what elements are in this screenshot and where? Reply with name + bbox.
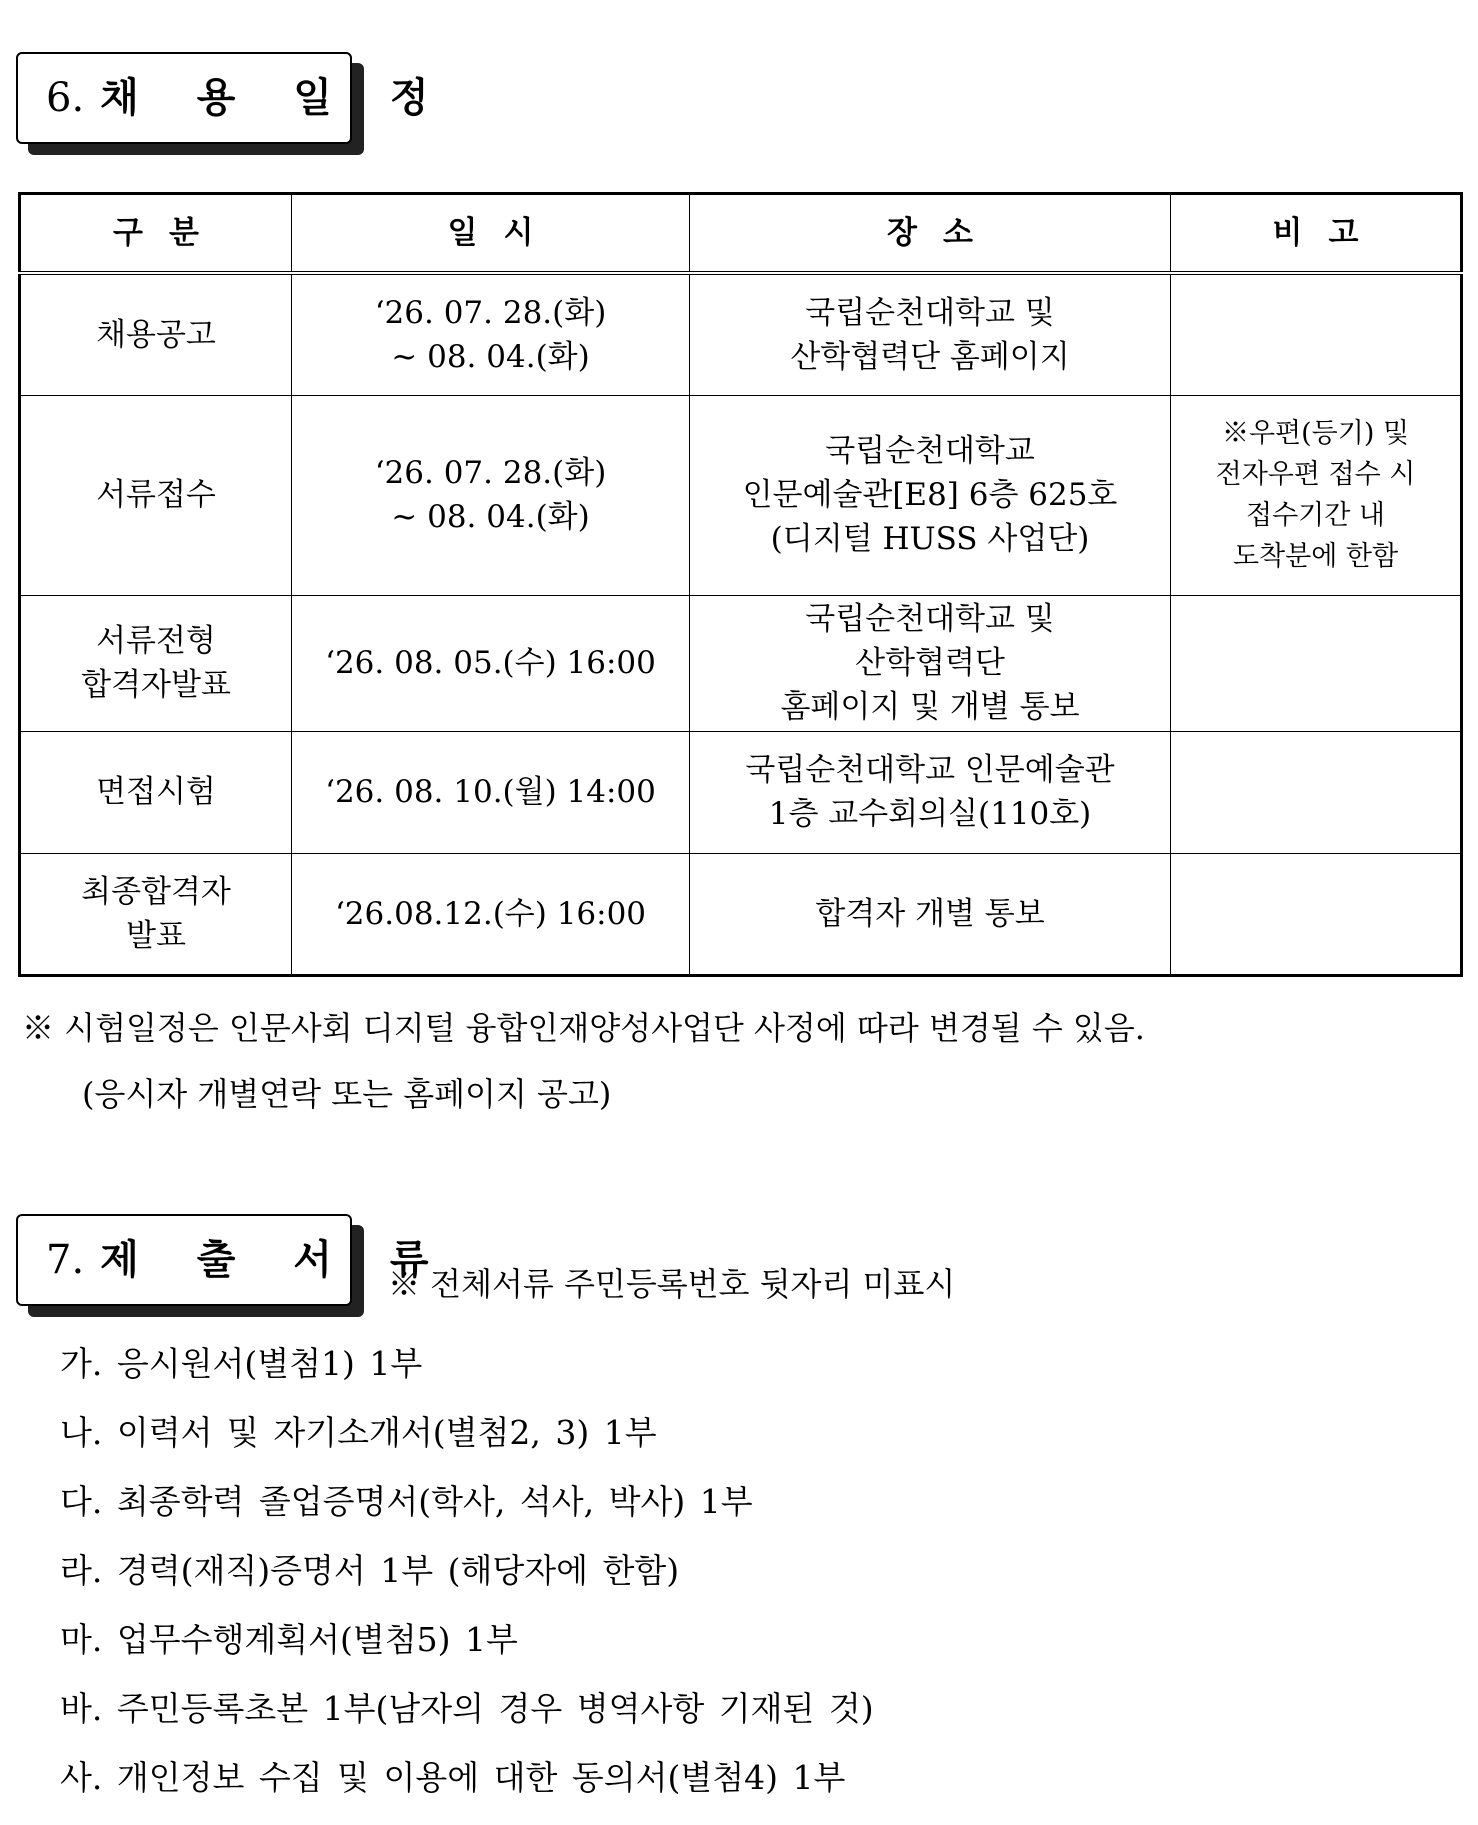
schedule-note-detail: (응시자 개별연락 또는 홈페이지 공고) xyxy=(82,1075,612,1113)
cell-place: 국립순천대학교 및 산학협력단 홈페이지 xyxy=(690,273,1171,395)
cell-category: 서류접수 xyxy=(20,395,292,595)
header-datetime: 일시 xyxy=(292,194,690,274)
section-7-note: ※ 전체서류 주민등록번호 뒷자리 미표시 xyxy=(388,1265,956,1303)
cell-place: 국립순천대학교 및 산학협력단 홈페이지 및 개별 통보 xyxy=(690,595,1171,731)
header-place: 장소 xyxy=(690,194,1171,274)
cell-category: 채용공고 xyxy=(20,273,292,395)
table-row xyxy=(20,595,1462,731)
list-item: 다. 최종학력 졸업증명서(학사, 석사, 박사) 1부 xyxy=(60,1482,753,1521)
table-header-row xyxy=(20,194,1462,274)
table-row xyxy=(20,853,1462,975)
list-item: 바. 주민등록초본 1부(남자의 경우 병역사항 기재된 것) xyxy=(60,1689,874,1728)
cell-datetime: ‘26. 08. 05.(수) 16:00 xyxy=(292,595,690,731)
cell-place: 국립순천대학교 인문예술관 1층 교수회의실(110호) xyxy=(690,731,1171,853)
schedule-table xyxy=(18,192,1463,977)
header-remark: 비고 xyxy=(1171,194,1462,274)
list-item: 마. 업무수행계획서(별첨5) 1부 xyxy=(60,1620,518,1659)
list-item: 사. 개인정보 수집 및 이용에 대한 동의서(별첨4) 1부 xyxy=(60,1758,846,1797)
table-row xyxy=(20,273,1462,395)
cell-place: 합격자 개별 통보 xyxy=(690,853,1171,975)
header-category: 구분 xyxy=(20,194,292,274)
list-item: 나. 이력서 및 자기소개서(별첨2, 3) 1부 xyxy=(60,1413,657,1452)
cell-category: 면접시험 xyxy=(20,731,292,853)
document-list xyxy=(60,1342,874,1825)
cell-remark xyxy=(1171,853,1462,975)
table-row xyxy=(20,395,1462,595)
cell-datetime: ‘26. 07. 28.(화) ~ 08. 04.(화) xyxy=(292,395,690,595)
cell-category: 최종합격자 발표 xyxy=(20,853,292,975)
list-item: 가. 응시원서(별첨1) 1부 xyxy=(60,1344,423,1383)
cell-remark xyxy=(1171,595,1462,731)
cell-remark: ※우편(등기) 및 전자우편 접수 시 접수기간 내 도착분에 한함 xyxy=(1171,395,1462,595)
section-number: 7. xyxy=(46,1237,85,1283)
cell-place: 국립순천대학교 인문예술관[E8] 6층 625호 (디지털 HUSS 사업단) xyxy=(690,395,1171,595)
section-7-heading xyxy=(16,1214,451,1306)
section-6-heading xyxy=(16,52,451,144)
cell-remark xyxy=(1171,273,1462,395)
cell-datetime: ‘26.08.12.(수) 16:00 xyxy=(292,853,690,975)
section-title: 제 출 서 류 xyxy=(100,1236,451,1283)
list-item: 라. 경력(재직)증명서 1부 (해당자에 한함) xyxy=(60,1551,680,1590)
table-row xyxy=(20,731,1462,853)
cell-category: 서류전형 합격자발표 xyxy=(20,595,292,731)
section-title: 채 용 일 정 xyxy=(100,74,451,121)
section-number: 6. xyxy=(46,75,85,121)
cell-remark xyxy=(1171,731,1462,853)
cell-datetime: ‘26. 08. 10.(월) 14:00 xyxy=(292,731,690,853)
schedule-note: ※ 시험일정은 인문사회 디지털 융합인재양성사업단 사정에 따라 변경될 수 있음. xyxy=(22,1009,1145,1047)
cell-datetime: ‘26. 07. 28.(화) ~ 08. 04.(화) xyxy=(292,273,690,395)
